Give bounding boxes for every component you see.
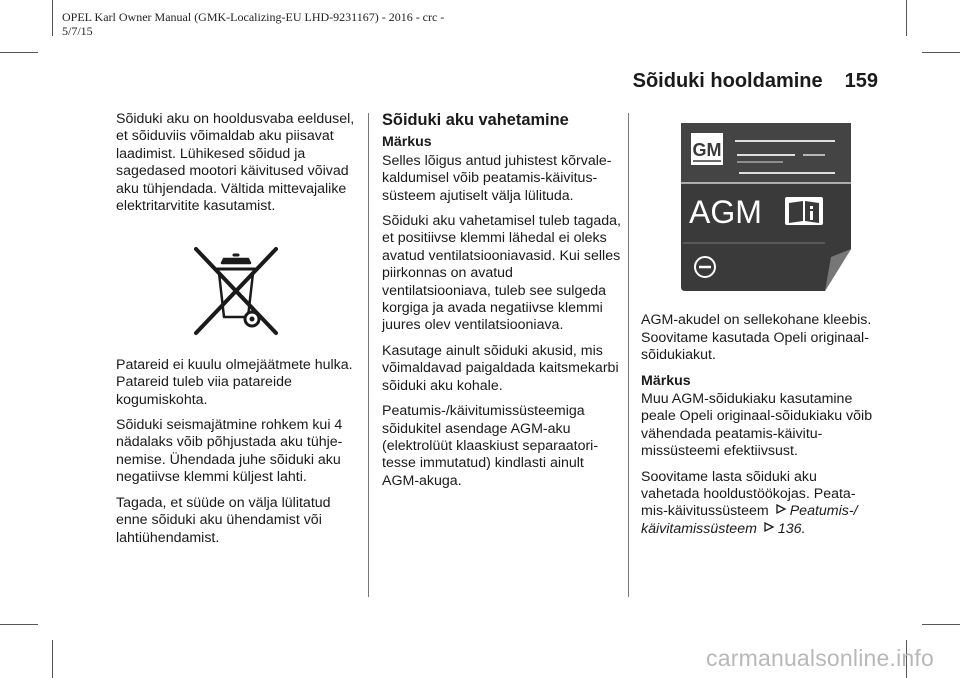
- section-heading: Sõiduki aku vahetamine: [382, 111, 569, 129]
- paragraph: Sõiduki aku on hooldusvaba eeldusel, et sõiduviis võimaldab aku piisavat laadimist. Lühikesed sõidud ja sagedased mootori käivitused võivad aku tühjendada. Vältida mittevajalike elektritarvitite kasutamist.: [116, 111, 355, 215]
- crop-mark: [52, 640, 53, 678]
- cross-reference-page[interactable]: 136: [777, 520, 802, 537]
- gm-logo: GM: [692, 140, 722, 160]
- paragraph: Selles lõigus antud juhistest kõrvalekaldumisel võib peatamis-käivitussüsteem ajutiselt välja lülituda.: [382, 152, 612, 204]
- column-3: [641, 111, 873, 546]
- page-number: 159: [844, 70, 878, 92]
- paragraph: AGM-akudel on sellekohane kleebis. Soovitame kasutada Opeli originaal-sõidukiakut.: [641, 312, 872, 364]
- crossed-out-wheelie-bin-icon: [188, 245, 284, 337]
- agm-type-text: AGM: [689, 194, 762, 230]
- column-divider: [368, 113, 369, 597]
- crop-mark: [0, 52, 38, 53]
- sentence-end: .: [801, 520, 806, 537]
- column-1: [116, 111, 356, 555]
- paragraph: [641, 469, 873, 539]
- paragraph: Peatumis-/käivitumissüsteemiga sõidukitel asendage AGM-aku (elektrolüüt klaaskiust separaatoritesse immutatud) kindlasti ainult AGM-akuga.: [382, 403, 599, 489]
- document-meta: [62, 10, 444, 38]
- paragraph: Muu AGM-sõidukiaku kasutamine peale Opeli originaal-sõidukiaku võib vähendada peatamis-käivitumissüsteemi efektiivsust.: [641, 391, 873, 460]
- column-divider: [628, 113, 629, 597]
- note-label: Märkus: [382, 134, 432, 151]
- cross-reference-link[interactable]: Peatumis-/ käivitamissüsteem: [641, 503, 858, 537]
- crop-mark: [0, 624, 38, 625]
- note-label: Märkus: [641, 372, 691, 389]
- owner-manual-icon: [785, 197, 823, 225]
- agm-label-illustration: [675, 119, 873, 300]
- paragraph: Patareid ei kuulu olmejäätmete hulka. Patareid tuleb viia patareide kogumiskohta.: [116, 356, 353, 408]
- paragraph: Sõiduki aku vahetamisel tuleb tagada, et positiivse klemmi lähedal ei oleks avatud ventilatsiooniavasid. Kui selles piirkonnas on avatud ventilatsiooniava, tuleb see sulgeda korgiga ja avada negatiivse klemmi juures olev ventilatsiooniava.: [382, 213, 621, 334]
- crop-mark: [52, 0, 53, 36]
- column-2: [382, 111, 622, 498]
- paragraph-text: Soovitame lasta sõiduki aku vahetada hooldustöökojas. Peatamis-käivitussüsteem: [641, 468, 856, 520]
- cross-reference-icon: [763, 521, 775, 538]
- section-title: Sõiduki hooldamine: [632, 70, 823, 92]
- watermark: carmanualsonline.info: [706, 645, 934, 671]
- crop-mark: [922, 52, 960, 53]
- agm-battery-label-image: [675, 119, 855, 295]
- recycling-icon-wrap: [116, 245, 356, 342]
- paragraph: Tagada, et süüde on välja lülitatud enne sõiduki aku ühendamist või lahtiühendamist.: [116, 494, 331, 546]
- crop-mark: [906, 0, 907, 36]
- meta-date: 5/7/15: [62, 24, 93, 38]
- meta-line: OPEL Karl Owner Manual (GMK-Localizing-EU LHD-9231167) - 2016 - crc -: [62, 10, 445, 24]
- crop-mark: [922, 624, 960, 625]
- running-head: [633, 70, 878, 93]
- cross-reference-icon: [775, 503, 787, 520]
- paragraph: Kasutage ainult sõiduki akusid, mis võimaldavad paigaldada kaitsmekarbi sõiduki aku kohale.: [382, 342, 619, 394]
- paragraph: Sõiduki seismajätmine rohkem kui 4 nädalaks võib põhjustada aku tühjenemise. Ühendada juhe sõiduki aku negatiivse klemmi küljest lahti.: [116, 417, 343, 486]
